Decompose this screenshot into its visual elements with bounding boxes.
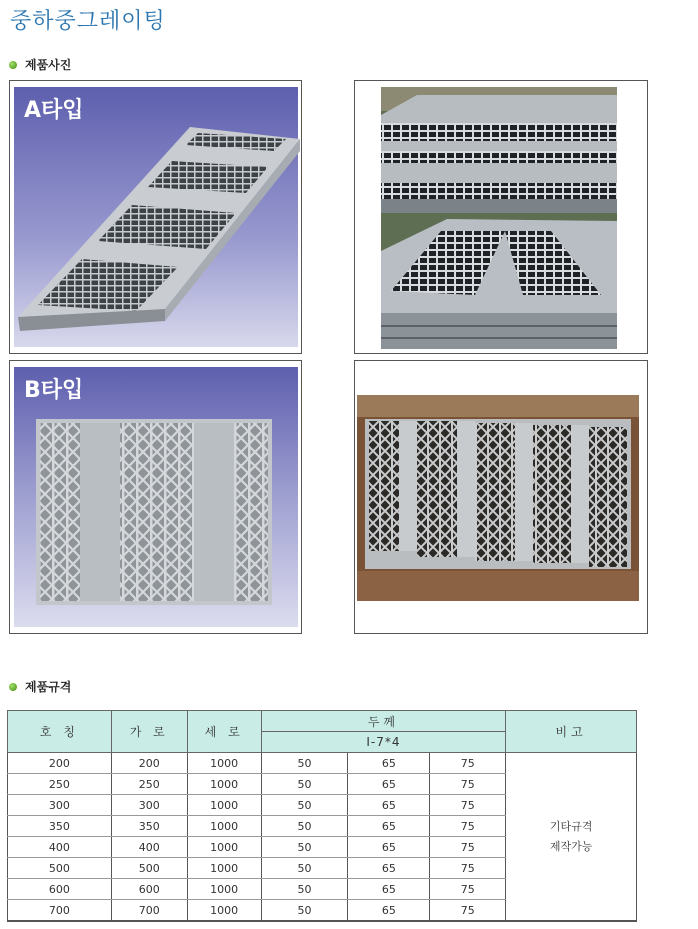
table-cell: 50 xyxy=(261,816,348,837)
table-cell: 200 xyxy=(111,753,187,774)
table-cell: 1000 xyxy=(187,858,261,879)
header-width: 가 로 xyxy=(111,711,187,753)
photo-stacked-gratings xyxy=(354,80,648,354)
table-cell: 600 xyxy=(8,879,112,900)
section-heading-photos xyxy=(9,56,71,73)
table-cell: 65 xyxy=(348,753,430,774)
table-cell: 1000 xyxy=(187,900,261,921)
table-cell: 50 xyxy=(261,774,348,795)
table-cell: 50 xyxy=(261,879,348,900)
spec-table xyxy=(7,710,637,921)
table-cell: 75 xyxy=(430,879,506,900)
table-cell: 65 xyxy=(348,816,430,837)
header-thickness-sub: I-7*4 xyxy=(261,732,506,753)
table-cell: 50 xyxy=(261,753,348,774)
note-cell xyxy=(506,753,637,921)
table-cell: 250 xyxy=(111,774,187,795)
table-cell: 50 xyxy=(261,795,348,816)
section-heading-specs xyxy=(9,678,71,695)
table-cell: 65 xyxy=(348,879,430,900)
table-bottom-rule xyxy=(7,920,637,922)
table-cell: 200 xyxy=(8,753,112,774)
table-cell: 50 xyxy=(261,900,348,921)
table-cell: 75 xyxy=(430,858,506,879)
table-cell: 250 xyxy=(8,774,112,795)
photo-b-type xyxy=(9,360,302,634)
header-note: 비고 xyxy=(506,711,637,753)
table-cell: 50 xyxy=(261,858,348,879)
page-title: 중하중그레이팅 xyxy=(10,9,166,34)
table-cell: 700 xyxy=(8,900,112,921)
table-cell: 1000 xyxy=(187,795,261,816)
section-title: 제품사진 xyxy=(25,58,72,72)
header-thickness: 두께 xyxy=(261,711,506,732)
table-row xyxy=(8,753,637,774)
table-cell: 350 xyxy=(8,816,112,837)
photo-label-b: B타입 xyxy=(24,378,84,403)
table-cell: 75 xyxy=(430,774,506,795)
table-cell: 75 xyxy=(430,900,506,921)
note-line: 제작가능 xyxy=(549,839,593,853)
table-cell: 75 xyxy=(430,795,506,816)
header-length: 세 로 xyxy=(187,711,261,753)
table-cell: 65 xyxy=(348,774,430,795)
table-cell: 400 xyxy=(111,837,187,858)
table-cell: 65 xyxy=(348,795,430,816)
section-title: 제품규격 xyxy=(25,680,72,694)
bullet-icon xyxy=(9,683,17,691)
table-cell: 1000 xyxy=(187,753,261,774)
table-cell: 700 xyxy=(111,900,187,921)
table-cell: 75 xyxy=(430,753,506,774)
table-cell: 75 xyxy=(430,837,506,858)
table-cell: 75 xyxy=(430,816,506,837)
photo-installed-grating xyxy=(354,360,648,634)
table-cell: 50 xyxy=(261,837,348,858)
table-cell: 65 xyxy=(348,837,430,858)
header-name: 호 칭 xyxy=(8,711,112,753)
table-cell: 600 xyxy=(111,879,187,900)
note-line: 기타규격 xyxy=(549,819,593,833)
table-cell: 1000 xyxy=(187,816,261,837)
table-cell: 1000 xyxy=(187,837,261,858)
table-cell: 400 xyxy=(8,837,112,858)
table-cell: 300 xyxy=(8,795,112,816)
table-cell: 500 xyxy=(8,858,112,879)
table-cell: 1000 xyxy=(187,879,261,900)
table-cell: 350 xyxy=(111,816,187,837)
table-cell: 65 xyxy=(348,858,430,879)
photo-a-type xyxy=(9,80,302,354)
table-cell: 65 xyxy=(348,900,430,921)
table-cell: 500 xyxy=(111,858,187,879)
table-cell: 300 xyxy=(111,795,187,816)
photo-label-a: A타입 xyxy=(24,98,84,123)
table-cell: 1000 xyxy=(187,774,261,795)
bullet-icon xyxy=(9,61,17,69)
